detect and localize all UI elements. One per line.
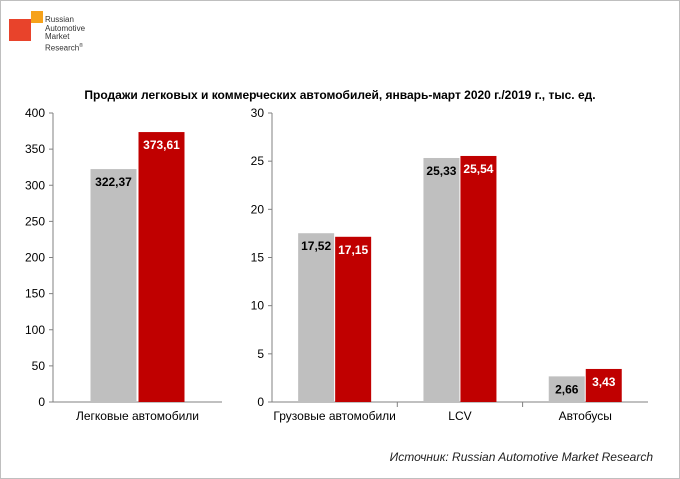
bar xyxy=(335,237,371,402)
bar xyxy=(139,132,185,402)
bar xyxy=(460,156,496,402)
y-tick-label: 25 xyxy=(250,154,264,169)
x-category-label: Легковые автомобили xyxy=(75,409,200,423)
data-label: 3,43 xyxy=(592,374,616,389)
y-tick-label: 200 xyxy=(24,250,45,265)
y-tick-label: 0 xyxy=(38,395,45,409)
y-tick-label: 20 xyxy=(250,202,264,217)
data-label: 25,54 xyxy=(463,161,494,176)
y-tick-label: 10 xyxy=(250,298,264,313)
source-note: Источник: Russian Automotive Market Research xyxy=(389,450,653,464)
x-category-label: Грузовые автомобили xyxy=(273,409,396,423)
data-label: 373,61 xyxy=(143,138,180,153)
bar xyxy=(91,169,137,402)
data-label: 17,52 xyxy=(301,239,332,254)
data-label: 322,37 xyxy=(95,175,132,190)
bar xyxy=(423,158,459,402)
logo-line-4-text: Research xyxy=(45,43,80,53)
y-tick-label: 100 xyxy=(24,322,45,337)
y-tick-label: 15 xyxy=(250,250,264,265)
chart-title: Продажи легковых и коммерческих автомобилей, январь-март 2020 г./2019 г., тыс. ед. xyxy=(84,88,596,102)
y-tick-label: 350 xyxy=(24,142,45,157)
y-tick-label: 400 xyxy=(24,106,45,120)
y-tick-label: 0 xyxy=(257,395,264,409)
bar xyxy=(298,233,334,402)
logo-small-text: НАПИ xyxy=(16,13,31,19)
data-label: 17,15 xyxy=(338,242,369,257)
y-tick-label: 30 xyxy=(250,106,264,120)
y-tick-label: 5 xyxy=(257,346,264,361)
logo-line-1: Russian xyxy=(45,15,74,24)
y-tick-label: 250 xyxy=(24,214,45,229)
logo-line-3: Market xyxy=(45,32,70,42)
x-category-label: Автобусы xyxy=(558,409,612,423)
y-tick-label: 50 xyxy=(31,358,45,373)
x-category-label: LCV xyxy=(448,409,472,423)
data-label: 25,33 xyxy=(426,163,457,178)
data-label: 2,66 xyxy=(555,382,579,397)
y-tick-label: 300 xyxy=(24,178,45,193)
logo-registered-mark: ® xyxy=(79,42,83,49)
logo-line-2: Automotive xyxy=(45,23,86,33)
y-tick-label: 150 xyxy=(24,286,45,301)
